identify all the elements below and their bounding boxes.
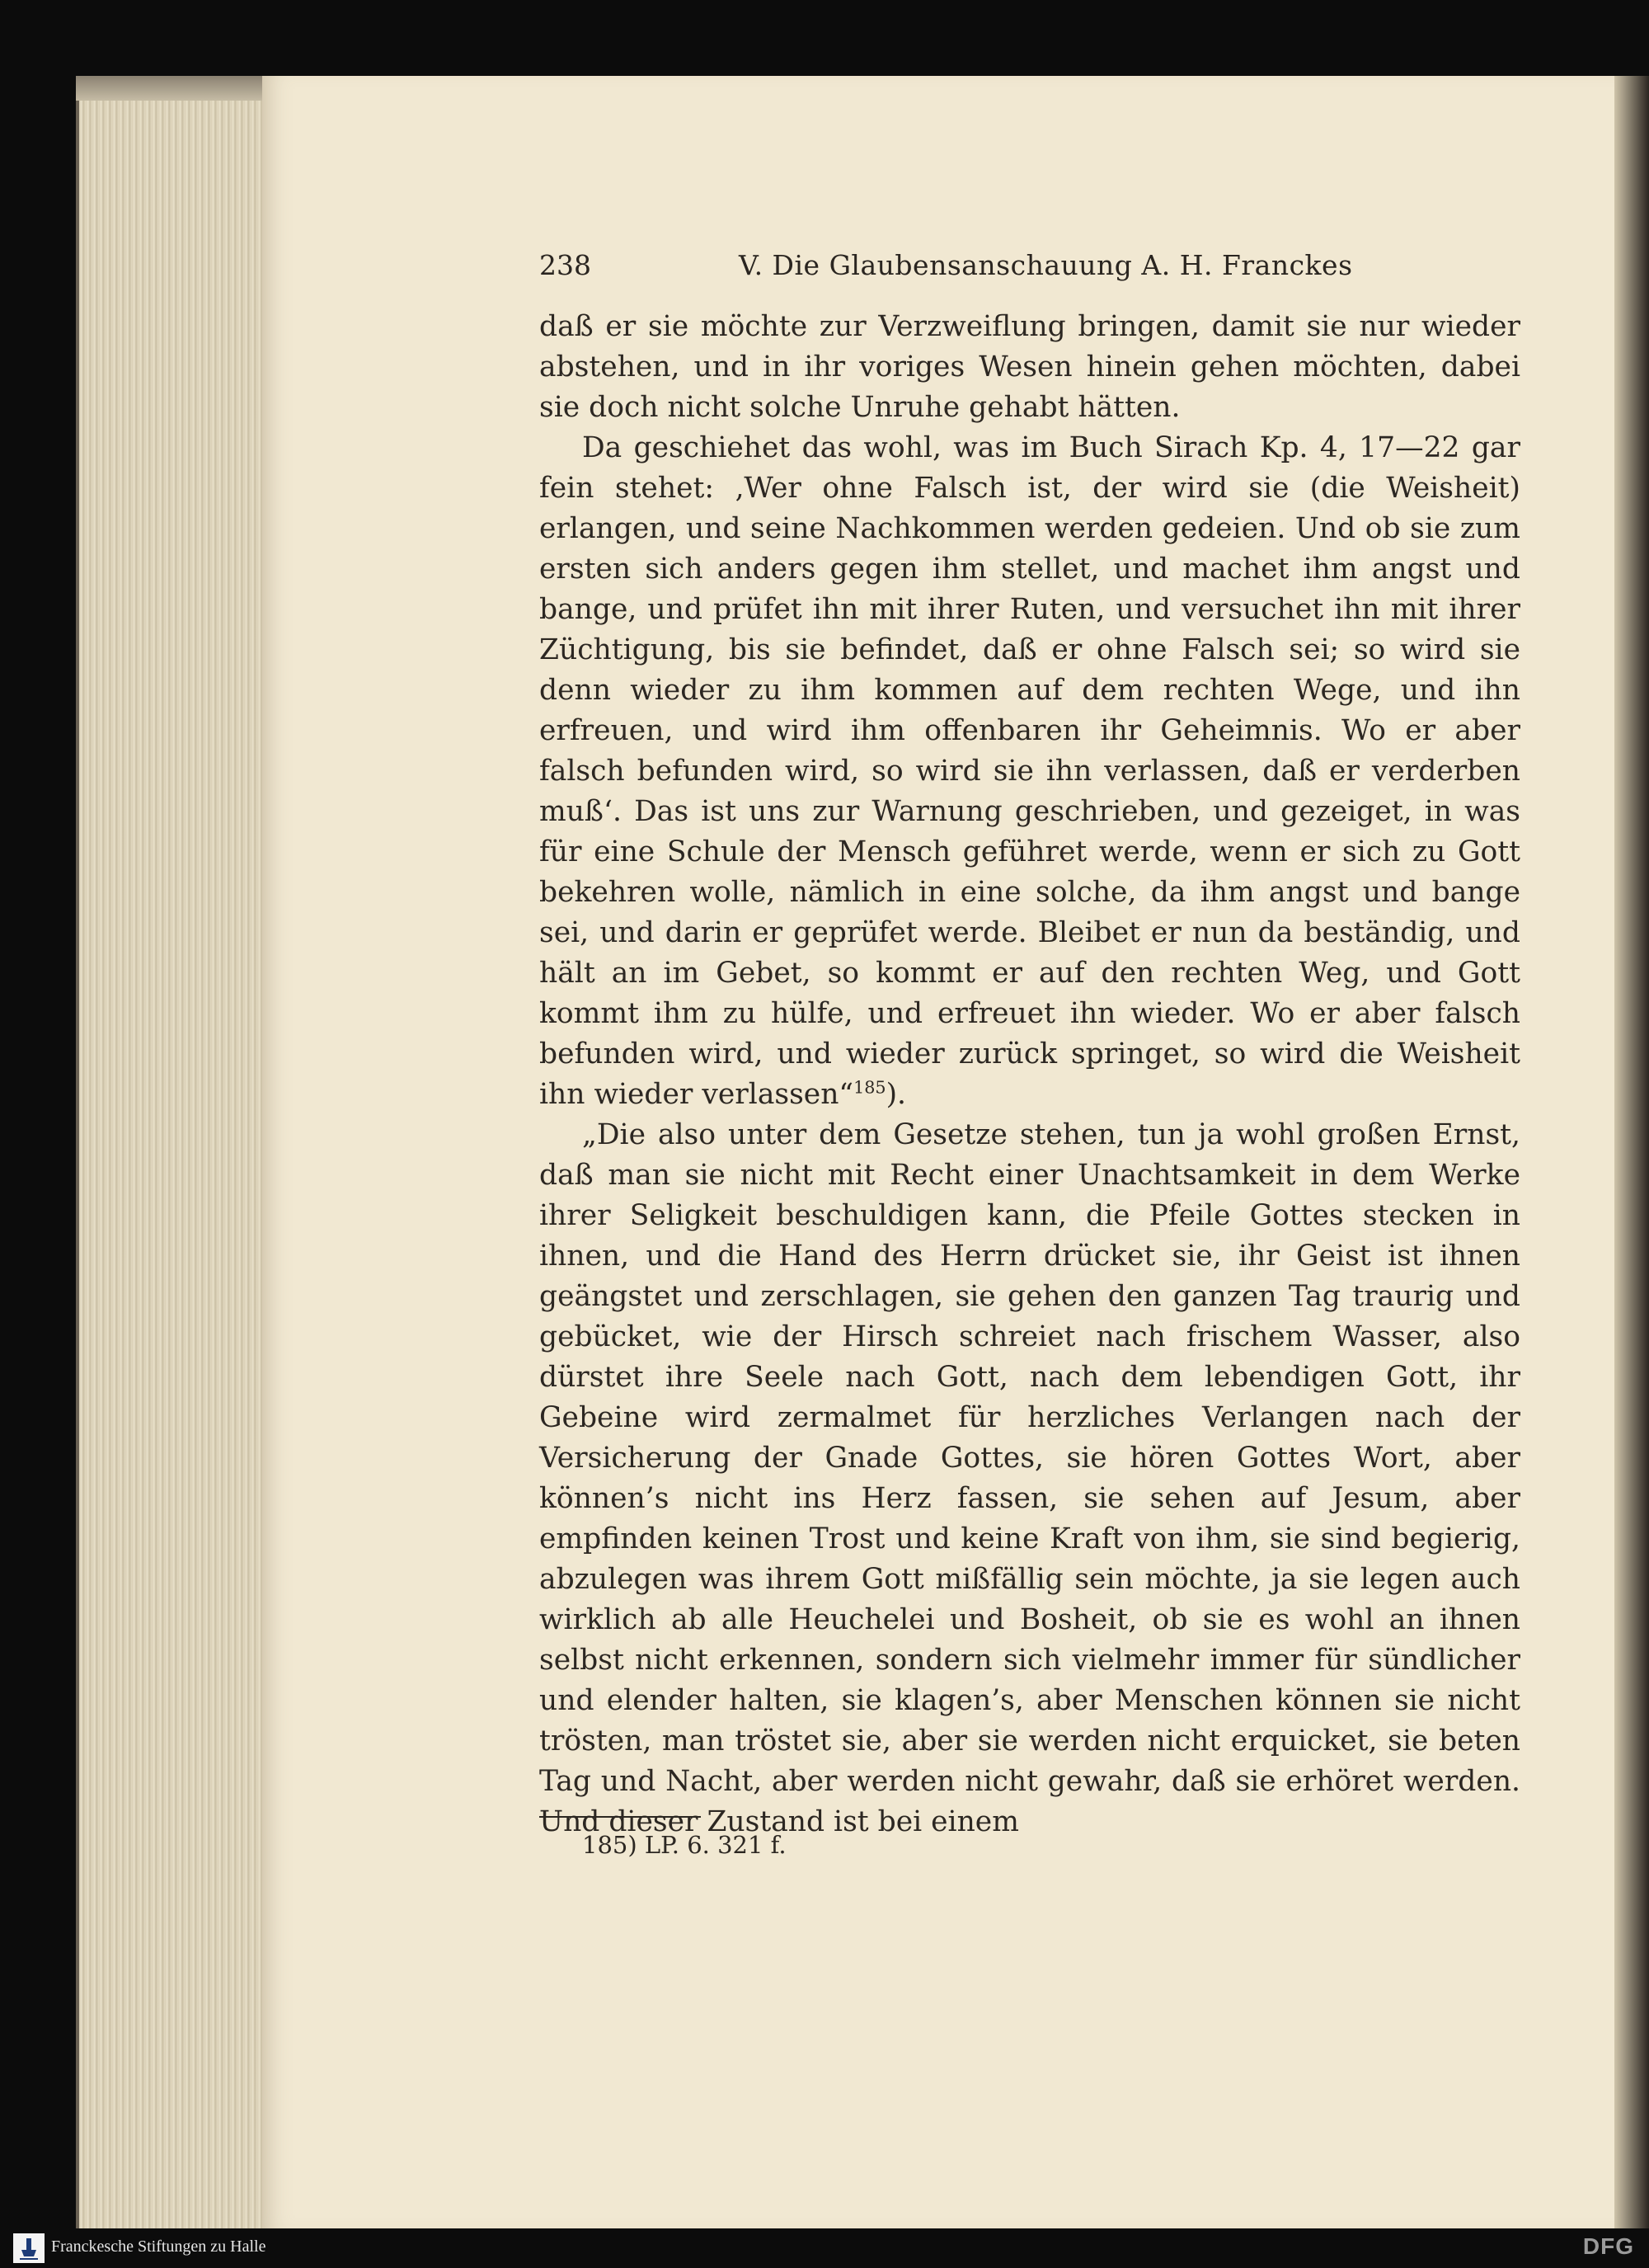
paragraph-3: „Die also unter dem Gesetze stehen, tun ja wohl großen Ernst, daß man sie nicht mit Recht einer Unachtsamkeit in dem Werke ihrer Seligkeit beschuldigen kann, die Pfeile Gottes stecken in ihnen, und die Hand des Herrn drücket sie, ihr Geist ist ihnen geängstet und zerschlagen, sie gehen den ganzen Tag traurig und gebücket, wie der Hirsch schreiet nach frischem Wasser, also dürstet ihre Seele nach Gott, nach dem lebendigen Gott, ihr Gebeine wird zermalmet für herzliches Verlangen nach der Versicherung der Gnade Gottes, sie hören Gottes Wort, aber können’s nicht ins Herz fassen, sie sehen auf Jesum, aber empfinden keinen Trost und keine Kraft von ihm, sie sind begierig, abzulegen was ihrem Gott mißfällig sein möchte, ja sie legen auch wirklich ab alle Heuchelei und Bosheit, ob sie es wohl an ihnen selbst nicht erkennen, sondern sich vielmehr immer für sündlicher und elender halten, sie klagen’s, aber Menschen können sie nicht trösten, man tröstet sie, aber sie werden nicht erquicket, sie beten Tag und Nacht, aber werden nicht gewahr, daß sie erhöret werden. Und dieser Zustand ist bei einem [539,1118,1520,1838]
footnote-reference[interactable]: 185 [853,1077,886,1098]
paragraph-1: daß er sie möchte zur Verzweiflung bringen, damit sie nur wieder abstehen, und in ihr voriges Wesen hinein gehen möchten, dabei sie doch nicht solche Unruhe gehabt hätten. [539,310,1520,424]
page-number: 238 [539,249,591,281]
footnote-185: 185) LP. 6. 321 f. [582,1831,787,1859]
chapter-title: V. Die Glaubensanschauung A. H. Franckes [739,249,1353,281]
paragraph-2-text: Da geschiehet das wohl, was im Buch Sirach Kp. 4, 17—22 gar fein stehet: ‚Wer ohne Falsch ist, der wird sie (die Weisheit) erlangen, und seine Nachkommen werden gedeien. Und ob sie zum ersten sich anders gegen ihm stellet, und machet ihm angst und bange, und prüfet ihn mit ihrer Ruten, und versuchet ihn mit ihrer Züchtigung, bis sie befindet, daß er ohne Falsch sei; so wird sie denn wieder zu ihm kommen auf dem rechten Wege, und ihn erfreuen, und wird ihm offenbaren ihr Geheimnis. Wo er aber falsch befunden wird, so wird sie ihn verlassen, daß er verderben muß‘. Das ist uns zur Warnung geschrieben, und gezeiget, in was für eine Schule der Mensch geführet werde, wenn er sich zu Gott bekehren wolle, nämlich in eine solche, da ihm angst und bange sei, und darin er geprüfet werde. Bleibet er nun da beständig, und hält an im Gebet, so kommt er auf den rechten Weg, und Gott kommt ihm zu hülfe, und erfreuet ihn wieder. Wo er aber falsch befunden wird, und wieder zurück springet, so wird die Weisheit ihn wieder verlassen“ [539,431,1520,1111]
body-text [539,307,1520,1842]
running-head [539,249,1520,289]
paragraph-2 [539,428,1520,1115]
institution-name: Franckesche Stiftungen zu Halle [51,2237,266,2256]
page-edges-stack [76,101,265,2237]
book-gutter [1614,76,1649,2228]
footnote-rule [539,1816,701,1818]
paragraph-2-end: ). [886,1078,907,1111]
institution-logo-icon [13,2233,45,2263]
dfg-logo: DFG [1582,2233,1634,2259]
